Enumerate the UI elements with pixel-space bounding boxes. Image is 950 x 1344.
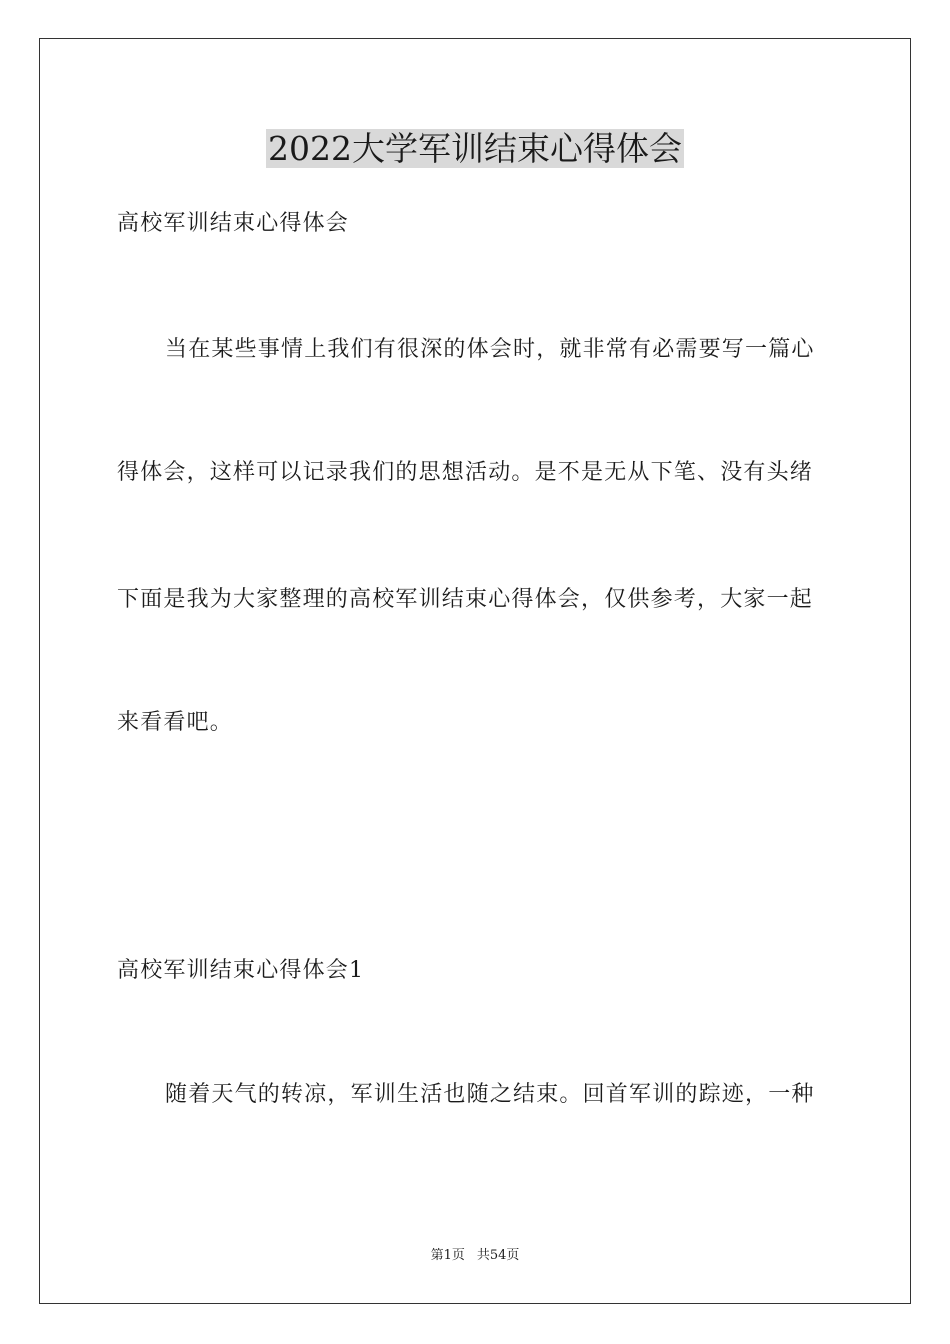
title-text: 2022大学军训结束心得体会	[268, 129, 682, 168]
paragraph-line: 随着天气的转凉，军训生活也随之结束。回首军训的踪迹，一种	[165, 1082, 815, 1107]
page-number: 第1页	[430, 1248, 465, 1263]
section-heading: 高校军训结束心得体会	[117, 211, 350, 236]
document-title	[0, 124, 950, 174]
paragraph-line: 当在某些事情上我们有很深的体会时，就非常有必需要写一篇心	[165, 337, 815, 362]
paragraph-line: 得体会，这样可以记录我们的思想活动。是不是无从下笔、没有头绪	[117, 460, 814, 485]
page-footer	[0, 1246, 950, 1266]
section-heading: 高校军训结束心得体会1	[117, 958, 365, 983]
paragraph-line: 下面是我为大家整理的高校军训结束心得体会，仅供参考，大家一起	[117, 587, 814, 612]
paragraph-line: 来看看吧。	[117, 710, 234, 735]
page-total: 共54页	[476, 1248, 520, 1263]
